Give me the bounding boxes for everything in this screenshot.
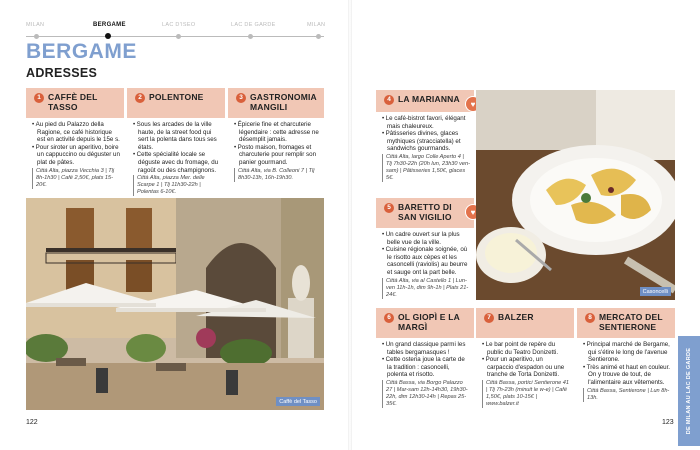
section-title: ADRESSES <box>26 66 98 80</box>
card-title: CAFFÈ DEL TASSO <box>48 92 98 112</box>
card-header <box>376 198 474 228</box>
card-title: MERCATO DEL SENTIERONE <box>599 312 663 332</box>
nav-dot <box>176 34 181 39</box>
card-body <box>376 338 474 408</box>
card-title: POLENTONE <box>149 92 204 102</box>
address-card <box>376 90 474 200</box>
nav-item-milan-start[interactable]: MILAN <box>26 22 45 28</box>
page-number-left: 122 <box>26 419 38 426</box>
cafe-photo <box>26 198 324 410</box>
nav-item-lac-iseo[interactable]: LAC D'ISEO <box>162 22 196 28</box>
card-header <box>476 308 574 338</box>
card-title: GASTRONOMIA MANGILI <box>250 92 317 112</box>
nav-item-milan-end[interactable]: MILAN <box>307 22 326 28</box>
card-number: 4 <box>384 95 394 105</box>
card-bullet: • Cette spécialité locale se déguste avec du fromage, du ragoût ou des champignons. <box>133 151 221 174</box>
card-bullet: • Le bar point de repère du public du Teatro Donizetti. <box>482 341 570 356</box>
card-number: 3 <box>236 93 246 103</box>
card-info: Città Alta, piazza Mer. delle Scarpe 1 | Tlj 11h30-22h | Polentas 6-10€. <box>133 175 221 196</box>
chapter-side-tab-label: DE MILAN AU LAC DE GARDE <box>686 347 692 435</box>
card-title: BARETTO DI SAN VIGILIO <box>398 202 452 222</box>
card-bullet: • Principal marché de Bergame, qui s'étire le long de l'avenue Sentierone. <box>583 341 671 364</box>
card-body <box>476 338 574 408</box>
heart-icon: ♥ <box>465 96 481 112</box>
route-nav <box>26 22 324 40</box>
card-bullet: • Très animé et haut en couleur. On y trouve de tout, de l'alimentaire aux vêtements. <box>583 364 671 387</box>
card-header <box>577 308 675 338</box>
page-gutter <box>348 0 352 450</box>
card-bullet: • Sous les arcades de la ville haute, de la street food qui sert la polenta dans tous ses états. <box>133 121 221 151</box>
address-card <box>476 308 574 413</box>
card-body <box>376 112 474 182</box>
card-bullet: • Cuisine régionale soignée, où le risotto aux cèpes et les casoncelli (raviolis) au beurre et sauge ont la part belle. <box>382 246 470 276</box>
card-header <box>127 88 225 118</box>
card-number: 1 <box>34 93 44 103</box>
card-number: 7 <box>484 313 494 323</box>
card-info: Città Alta, piazza Vecchia 3 | Tlj 8h-1h30 | Café 2,50€, plats 15-20€. <box>32 168 120 189</box>
card-number: 6 <box>384 313 394 323</box>
photo-caption: Caffè del Tasso <box>276 397 320 406</box>
nav-dot-active <box>105 33 111 39</box>
card-bullet: • Un cadre ouvert sur la plus belle vue de la ville. <box>382 231 470 246</box>
card-info: Città Bassa, portici Sentierone 41 | Tlj 7h-23h (minuit le w-e) | Café 1,50€, plats 10-15€ | www.balzer.it <box>482 380 570 408</box>
card-info: Città Bassa, via Borgo Palazzo 27 | Mar-sam 12h-14h30, 19h30-22h, dim 12h30-14h | Repas 25-35€. <box>382 380 470 408</box>
address-card <box>577 308 675 413</box>
city-title: BERGAME <box>26 40 137 63</box>
nav-dot <box>34 34 39 39</box>
card-title: LA MARIANNA <box>398 94 460 104</box>
nav-dot <box>248 34 253 39</box>
card-number: 8 <box>585 313 595 323</box>
card-body <box>376 228 474 299</box>
card-title: BALZER <box>498 312 534 322</box>
casoncelli-photo <box>476 90 675 300</box>
casoncelli-dish-illustration <box>476 90 675 300</box>
heart-icon: ♥ <box>465 204 481 220</box>
card-info: Città Alta, largo Colle Aperto 4 | Tlj 7h30-22h (20h lun, 23h30 ven-sam) | Pâtisseries 1,50€, glaces 5€. <box>382 154 470 182</box>
card-body <box>577 338 675 402</box>
card-body <box>127 118 225 196</box>
card-bullet: • Pâtisseries divines, glaces mythiques (stracciatella) et sandwichs gourmands. <box>382 130 470 153</box>
address-card <box>228 88 324 198</box>
card-bullet: • Épicerie fine et charcuterie légendaire : cette adresse ne désemplit jamais. <box>234 121 320 144</box>
cafe-terrace-illustration <box>26 198 324 410</box>
nav-item-lac-garde[interactable]: LAC DE GARDE <box>231 22 276 28</box>
card-bullet: • Pour siroter un aperitivo, boire un cappuccino ou déguster un plat de pâtes. <box>32 144 120 167</box>
address-card <box>127 88 225 198</box>
card-info: Città Alta, via B. Colleoni 7 | Tlj 8h30-13h, 16h-19h30. <box>234 168 320 182</box>
card-info: Città Alta, via al Castello 1 | Lun-ven 11h-1h, dim 9h-1h | Plats 21-24€. <box>382 278 470 299</box>
photo-caption: Casoncelli <box>640 287 671 296</box>
card-number: 5 <box>384 203 394 213</box>
card-body <box>26 118 124 189</box>
card-body <box>228 118 324 182</box>
address-card <box>26 88 124 198</box>
address-card <box>376 198 474 306</box>
card-bullet: • Posto maison, fromages et charcuterie pour remplir son panier gourmand. <box>234 144 320 167</box>
card-bullet: • Le café-bistrot favori, élégant mais chaleureux. <box>382 115 470 130</box>
card-header <box>26 88 124 118</box>
card-bullet: • Un grand classique parmi les tables bergamasques ! <box>382 341 470 356</box>
card-number: 2 <box>135 93 145 103</box>
address-card <box>376 308 474 413</box>
card-bullet: • Au pied du Palazzo della Ragione, ce café historique est en activité depuis le 15e s. <box>32 121 120 144</box>
card-header <box>376 308 474 338</box>
route-line <box>26 36 324 37</box>
page-number-right: 123 <box>662 419 674 426</box>
card-title: OL GIOPÌ E LA MARGÌ <box>398 312 460 332</box>
card-header <box>228 88 324 118</box>
card-bullet: • Cette osteria joue la carte de la tradition : casoncelli, polenta et risotto. <box>382 356 470 379</box>
nav-item-bergame[interactable]: BERGAME <box>93 22 126 28</box>
card-header <box>376 90 474 112</box>
card-info: Città Bassa, Sentierone | Lun 8h-13h. <box>583 388 671 402</box>
card-bullet: • Pour un aperitivo, un carpaccio d'espadon ou une tranche de Torta Donizetti. <box>482 356 570 379</box>
chapter-side-tab[interactable] <box>678 336 700 446</box>
nav-dot <box>316 34 321 39</box>
